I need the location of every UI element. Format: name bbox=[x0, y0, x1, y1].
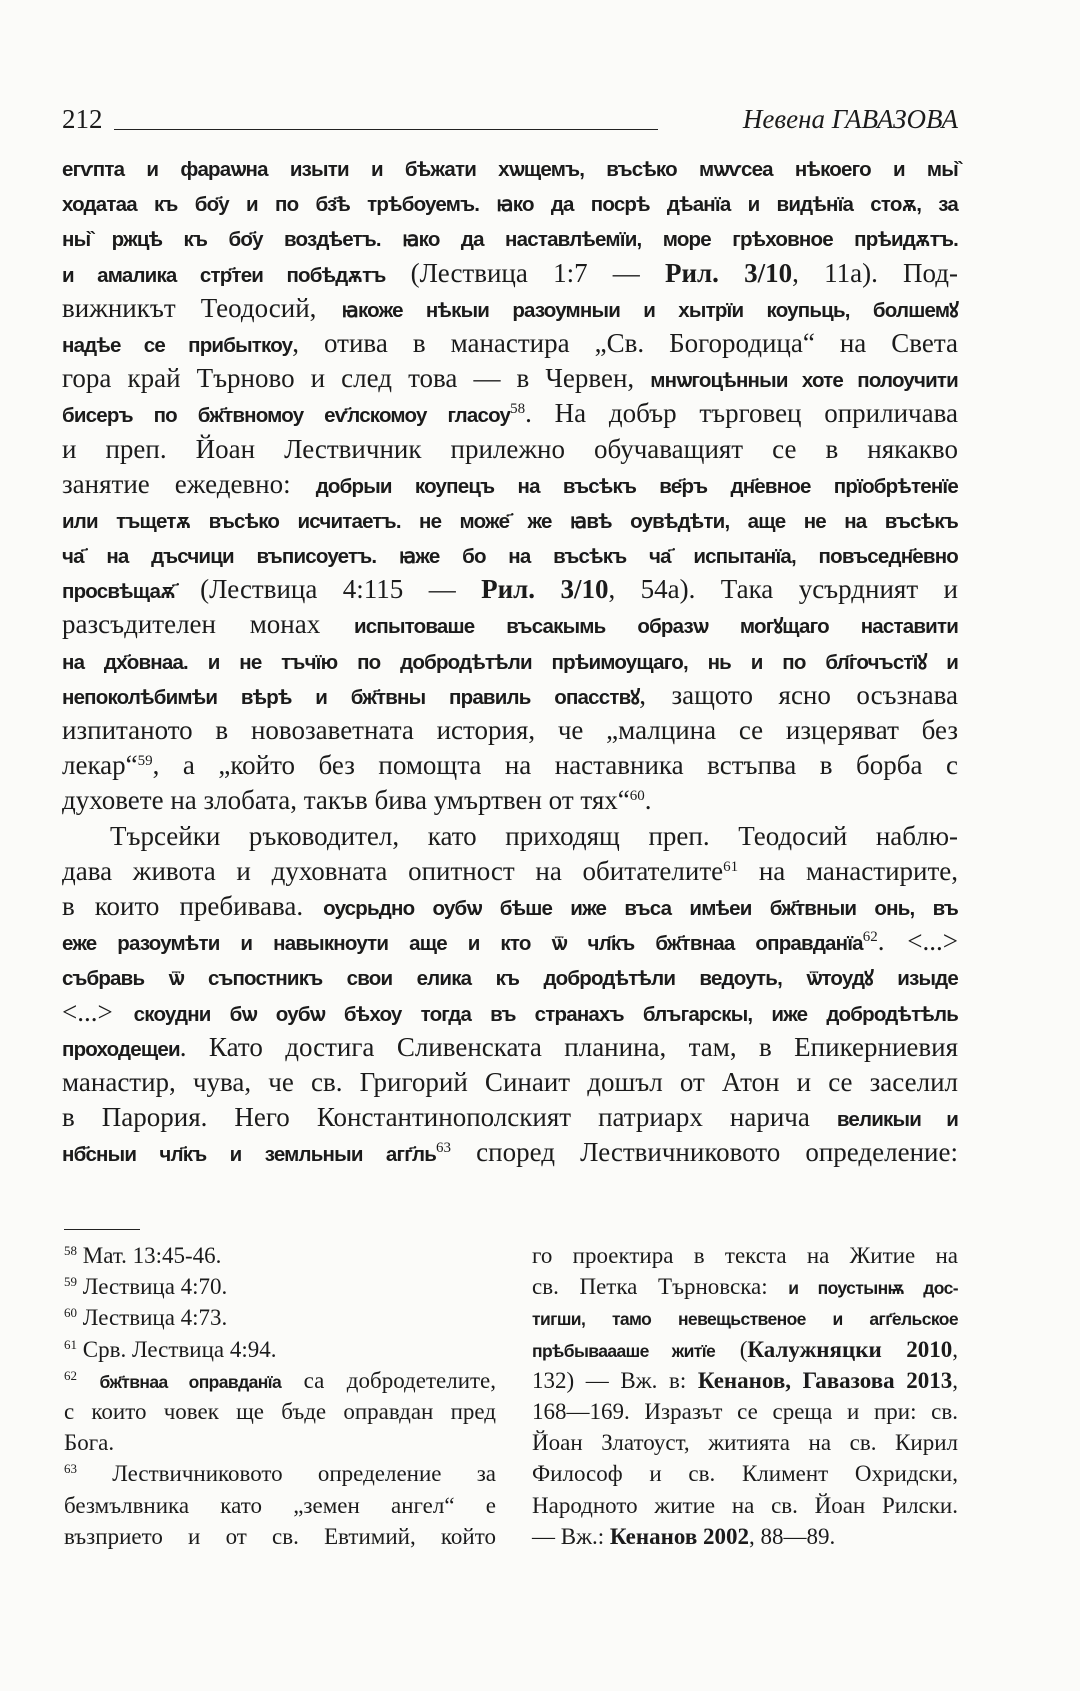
church-slavonic-quote: непоколѣбимѣи вѣрѣ и бж҃твны правиль опасствꙋ bbox=[62, 685, 640, 709]
text-run: занятие ежедевно: bbox=[62, 468, 316, 499]
footnote-ref: 61 bbox=[64, 1336, 77, 1352]
text-line bbox=[62, 783, 958, 818]
text-line bbox=[62, 467, 958, 502]
text-run: , отива в манастира „Св. Богородица“ на Света bbox=[292, 327, 958, 358]
church-slavonic-quote: тигши, тамо невещьственое и агг҃ельское bbox=[532, 1309, 958, 1330]
text-run: са добродетелите, bbox=[281, 1367, 497, 1393]
footnote-line bbox=[532, 1396, 958, 1427]
footnote-line bbox=[532, 1365, 958, 1396]
text-run: , bbox=[952, 1336, 958, 1362]
text-line bbox=[62, 502, 958, 537]
text-line bbox=[62, 819, 958, 854]
church-slavonic-quote: проходещеи bbox=[62, 1037, 180, 1061]
text-line bbox=[62, 396, 958, 431]
text-run bbox=[77, 1368, 99, 1393]
footnote-line bbox=[64, 1302, 496, 1333]
text-run: Йоан Златоуст, житията на св. Кирил bbox=[532, 1430, 958, 1456]
bold-citation: Кенанов, Гавазова 2013 bbox=[697, 1367, 953, 1393]
text-line bbox=[62, 678, 958, 713]
text-run: Лествичниковото определение за bbox=[77, 1461, 496, 1487]
text-run: Търсейки ръководител, като приходящ преп. Теодосий наблю- bbox=[110, 820, 958, 851]
text-run: 132) — Вж. в: bbox=[532, 1367, 698, 1393]
church-slavonic-quote: скоудни бѡ оубѡ бѣхоу тогда въ странахъ блъгарскы, иже добродѣтѣль bbox=[133, 1002, 958, 1026]
page-number: 212 bbox=[62, 104, 103, 134]
footnote-ref: 60 bbox=[64, 1305, 77, 1321]
footnote-ref: 59 bbox=[137, 753, 153, 770]
text-run: възприето и от св. Евтимий, който bbox=[64, 1523, 496, 1549]
bold-citation: Рил. 3/10 bbox=[481, 574, 609, 605]
footnote-line bbox=[64, 1334, 496, 1365]
church-slavonic-quote: егѵпта и фараѡна изыти и бѣжати хѡщемъ, въсѣко мѡѵсеа нѣкоего и мы̏ bbox=[62, 158, 958, 181]
text-run: св. Петка Търновска: bbox=[532, 1274, 789, 1300]
header-rule bbox=[114, 129, 658, 130]
text-run: Народното житие на св. Йоан Рилски. bbox=[532, 1492, 958, 1518]
text-run: Лествица 4:73. bbox=[77, 1305, 228, 1331]
footnote-line bbox=[532, 1490, 958, 1521]
footnote-line bbox=[532, 1334, 958, 1365]
footnote-line bbox=[532, 1521, 958, 1552]
text-line bbox=[62, 537, 958, 572]
text-line bbox=[62, 432, 958, 467]
text-run: , 54а). Така усърдният и bbox=[608, 574, 958, 605]
footnote-line bbox=[532, 1302, 958, 1333]
text-run: на манастирите, bbox=[738, 855, 958, 886]
text-line bbox=[62, 643, 958, 678]
church-slavonic-quote: испытоваше въсакымь образѡ могꙋщаго наставити bbox=[353, 615, 958, 639]
text-run: в които пребивава. bbox=[62, 890, 324, 921]
bold-citation: Кенанов 2002 bbox=[609, 1523, 749, 1549]
footnote-ref: 58 bbox=[510, 401, 526, 418]
text-line bbox=[62, 256, 958, 291]
text-run: , 11а). Под- bbox=[792, 257, 958, 288]
text-run: духовете на злобата, такъв бива умъртвен от тях“ bbox=[62, 785, 630, 816]
text-line bbox=[62, 607, 958, 642]
footnote-line bbox=[64, 1240, 496, 1271]
running-author: Невена ГАВАЗОВА bbox=[742, 104, 958, 134]
footnote-line bbox=[64, 1521, 496, 1552]
footnotes-left-column bbox=[64, 1240, 496, 1552]
text-run: в Парория. Него Константинополският патриарх нарича bbox=[62, 1102, 837, 1133]
footnote-line bbox=[532, 1427, 958, 1458]
text-line bbox=[62, 959, 958, 994]
text-line bbox=[62, 572, 958, 607]
church-slavonic-quote: еже разоумѣти и навыкноути аще и кто ѿ чл҃къ бж҃твнаа оправданїа bbox=[62, 932, 863, 956]
church-slavonic-quote: мнѡгоцѣнныи хоте полоучити bbox=[650, 369, 958, 393]
church-slavonic-quote: на дх҃овнаа. и не тъчїю по добродѣтѣли прѣимоущаго, нь и по бл҃гочъстїꙋ и bbox=[62, 650, 958, 674]
text-line bbox=[62, 326, 958, 361]
text-line bbox=[62, 1135, 958, 1170]
text-run: Лествица 4:70. bbox=[77, 1274, 228, 1300]
church-slavonic-quote: добрыи коупецъ на въсѣкъ ве҃ръ дн҃евное прїобрѣтенїе bbox=[315, 474, 958, 498]
text-run: (Лествица 4:115 — bbox=[174, 574, 482, 605]
text-run: дава живота и духовната опитност на обитателите bbox=[62, 855, 724, 886]
text-line bbox=[62, 924, 958, 959]
text-run: безмълвника като „земен ангел“ е bbox=[64, 1492, 496, 1518]
church-slavonic-quote: просвѣщаѫ҃ bbox=[62, 580, 175, 604]
bold-citation: Калужняцки 2010 bbox=[747, 1336, 953, 1362]
footnote-line bbox=[532, 1458, 958, 1489]
text-run: . На добър търговец оприличава bbox=[525, 398, 958, 429]
church-slavonic-quote: оусрьдно оубѡ бѣше иже въса имѣеи бж҃твныи онь, въ bbox=[323, 896, 959, 920]
text-run: . <...> bbox=[877, 926, 958, 957]
church-slavonic-quote: бисеръ по бж҃твномоу еѵ҃лскомоу гласоу bbox=[62, 404, 511, 428]
footnote-ref: 62 bbox=[862, 929, 878, 946]
text-run: (Лествица 1:7 — bbox=[385, 257, 665, 288]
text-line bbox=[62, 150, 958, 185]
text-run: изпитаното в новозаветната история, че „малцина се изцеряват без bbox=[62, 715, 958, 745]
church-slavonic-quote: надѣе се прибыткоу bbox=[62, 333, 293, 357]
church-slavonic-quote: нб҃сныи чл҃къ и земльныи агг҃ль bbox=[62, 1143, 437, 1167]
text-run: и преп. Йоан Лествичник прилежно обучаващият се в някакво bbox=[62, 433, 958, 464]
text-run: Философ и св. Климент Охридски, bbox=[532, 1461, 958, 1487]
text-run: гора край Търново и след това — в Червен, bbox=[62, 363, 651, 394]
text-run: , защото ясно осъзнава bbox=[639, 679, 958, 710]
church-slavonic-quote: или тъщетѫ въсѣко исчитаетъ. не може҃ же ꙗвѣ оувѣдѣти, аще не на въсѣкъ bbox=[62, 509, 958, 533]
text-run: . bbox=[644, 785, 652, 816]
church-slavonic-quote: великыи и bbox=[836, 1108, 959, 1132]
text-run: го проектира в текста на Житие на bbox=[532, 1243, 958, 1268]
text-run: 168—169. Изразът се среща и при: св. bbox=[532, 1398, 958, 1424]
church-slavonic-quote: събравь ѿ съпостникъ свои елика къ добродѣтѣли ведоуть, ѿтоудꙋ изыде bbox=[62, 967, 958, 991]
text-line bbox=[62, 361, 958, 396]
church-slavonic-quote: и поустынѭ дос- bbox=[788, 1278, 958, 1299]
footnote-line bbox=[64, 1458, 496, 1489]
church-slavonic-quote: и амалика стр҃теи побѣдѫтъ bbox=[62, 263, 386, 287]
text-line bbox=[62, 220, 958, 255]
text-run: разсъдителен монах bbox=[62, 609, 354, 640]
church-slavonic-quote: бж҃твнаа оправданїа bbox=[99, 1371, 282, 1392]
text-line bbox=[62, 1030, 958, 1065]
text-line bbox=[62, 748, 958, 783]
text-line bbox=[62, 713, 958, 748]
text-run: . Като достига Сливенската планина, там, в Епикерниевия bbox=[179, 1031, 958, 1062]
text-line bbox=[62, 1100, 958, 1135]
footnote-separator bbox=[64, 1229, 140, 1230]
text-run: , bbox=[952, 1367, 958, 1393]
text-run: , 88—89. bbox=[749, 1523, 836, 1549]
text-run: според Лествичниковото определение: bbox=[451, 1137, 958, 1168]
main-text bbox=[62, 150, 958, 1170]
church-slavonic-quote: ча҃ на дъсчици въписоуетъ. ꙗже бо на въсѣкъ ча҃ испытанїа, повъседн҃евно bbox=[62, 545, 958, 569]
footnote-line bbox=[64, 1427, 496, 1458]
text-run: Мат. 13:45-46. bbox=[77, 1243, 222, 1268]
footnote-ref: 58 bbox=[64, 1243, 77, 1258]
text-run: с които човек ще бъде оправдан пред bbox=[64, 1398, 496, 1424]
footnote-ref: 60 bbox=[629, 788, 645, 805]
text-run: , а „който без помощта на наставника встъпва в борба с bbox=[152, 750, 958, 781]
text-line bbox=[62, 854, 958, 889]
footnote-ref: 63 bbox=[436, 1140, 452, 1157]
bold-citation: Рил. 3/10 bbox=[664, 257, 793, 288]
text-run: ( bbox=[715, 1336, 748, 1362]
text-run: <...> bbox=[62, 996, 134, 1027]
church-slavonic-quote: ны̏ ржцѣ къ бо҃у воздѣетъ. ꙗко да наставлѣемїи, море грѣховное прѣидѫтъ. bbox=[62, 228, 958, 252]
footnote-line bbox=[532, 1240, 958, 1271]
footnote-ref: 62 bbox=[64, 1367, 77, 1383]
footnote-ref: 63 bbox=[64, 1461, 77, 1477]
footnote-line bbox=[64, 1396, 496, 1427]
text-line bbox=[62, 1065, 958, 1100]
text-run: Бога. bbox=[64, 1430, 115, 1456]
church-slavonic-quote: ходатаа къ бо҃у и по бз҃ѣ трѣбоуемъ. ꙗко да посрѣ дѣанїа и видѣнїа стоѫ, за bbox=[62, 193, 958, 217]
text-line bbox=[62, 889, 958, 924]
running-header bbox=[62, 104, 958, 140]
text-line bbox=[62, 995, 958, 1030]
footnote-line bbox=[64, 1490, 496, 1521]
text-line bbox=[62, 291, 958, 326]
footnote-line bbox=[64, 1365, 496, 1396]
church-slavonic-quote: ꙗкоже нѣкыи разоумныи и хытрїи коупьць, болшемꙋ bbox=[341, 298, 958, 322]
text-run: манастир, чува, че св. Григорий Синаит дошъл от Атон и се заселил bbox=[62, 1066, 958, 1097]
text-run: Срв. Лествица 4:94. bbox=[77, 1336, 277, 1362]
footnote-ref: 61 bbox=[723, 858, 739, 875]
text-line bbox=[62, 185, 958, 220]
footnote-line bbox=[64, 1271, 496, 1302]
text-run: лекар“ bbox=[62, 750, 138, 781]
church-slavonic-quote: прѣбываааше житїе bbox=[532, 1340, 716, 1361]
footnote-ref: 59 bbox=[64, 1274, 77, 1290]
text-run: вижникът Теодосий, bbox=[62, 292, 342, 323]
footnote-line bbox=[532, 1271, 958, 1302]
footnotes-right-column bbox=[532, 1240, 958, 1552]
text-run: — Вж.: bbox=[532, 1523, 610, 1549]
